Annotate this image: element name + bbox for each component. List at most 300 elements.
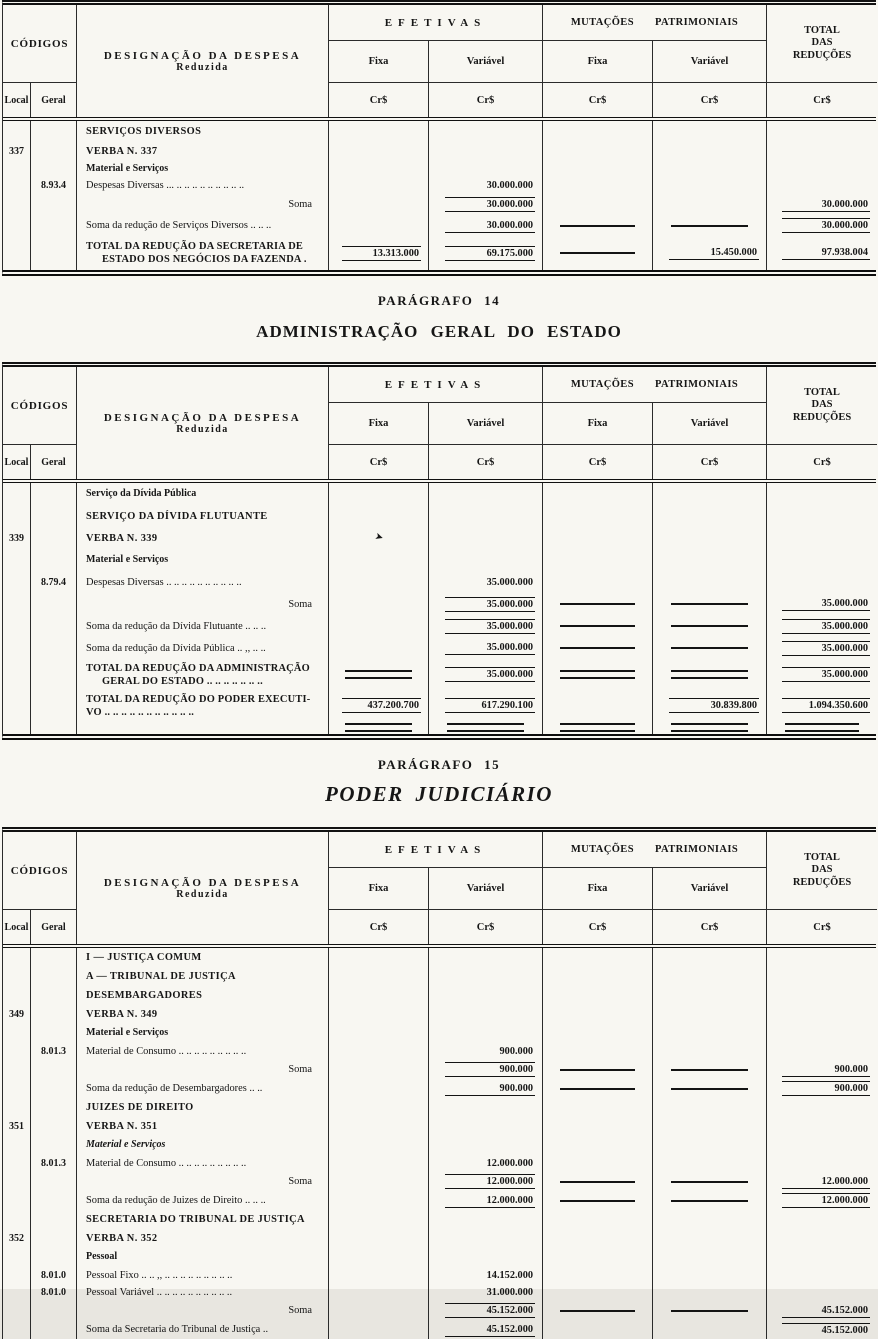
efetivas-variavel-cell [429,483,543,505]
efetivas-variavel-cell [429,986,543,1005]
description-cell [77,194,329,215]
geral-code: 8.01.0 [41,1287,66,1298]
mutacoes-group-header [543,367,767,403]
description-text: ESTADO DOS NEGÓCIOS DA FAZENDA . [102,254,307,265]
local-code-cell [3,615,31,637]
table-row [3,1136,876,1155]
efetivas-variavel-cell [429,571,543,593]
reduction-table-poder-judiciario [2,827,876,1339]
local-code-cell [3,1043,31,1060]
total-reducoes-cell [767,177,877,194]
local-code: 339 [9,532,24,544]
description-text: JUIZES DE DIREITO [86,1102,194,1113]
mutacoes-group-header [543,5,767,41]
geral-code-cell [31,571,77,593]
amount: 35.000.000 [782,619,870,634]
description-cell [77,1229,329,1248]
currency-label: Cr$ [329,910,429,944]
currency-label: Cr$ [653,445,767,479]
local-code-cell [3,121,31,141]
table-row [3,637,876,659]
description-text: VERBA N. 339 [86,532,158,544]
description-cell [77,615,329,637]
geral-code: 8.01.3 [41,1046,66,1057]
description-cell [77,1117,329,1136]
mutacoes-fixa-cell [543,1284,653,1301]
geral-label: Geral [41,456,66,468]
amount: 900.000 [782,1081,870,1096]
table-row [3,1191,876,1210]
efetivas-variavel-cell [429,549,543,571]
description-text: Soma da redução de Serviços Diversos .. .. .. [86,220,272,231]
table-row [3,615,876,637]
section-title-poder-judiciario: PODER JUDICIÁRIO [325,782,553,806]
sum-rule [671,1088,748,1090]
sum-rule [560,603,634,605]
local-code-cell [3,1117,31,1136]
efetivas-variavel-cell [429,527,543,549]
mutacoes-fixa-cell [543,1098,653,1117]
sum-rule [560,1069,634,1071]
double-sum-rule [671,723,748,732]
mutacoes-variavel-cell [653,1320,767,1339]
mutacoes-variavel-cell [653,659,767,690]
efetivas-fixa-cell [329,721,429,734]
local-code-cell [3,1079,31,1098]
description-cell [77,1079,329,1098]
table-row [3,593,876,615]
total-reducoes-cell [767,161,877,177]
efetivas-fixa-cell [329,637,429,659]
table-row [3,948,876,967]
description-text: Soma [288,598,312,610]
geral-column-header [31,445,77,479]
table-row [3,215,876,236]
currency-label: Cr$ [429,445,543,479]
total-reducoes-cell [767,1117,877,1136]
description-text: I — JUSTIÇA COMUM [86,952,202,963]
description-cell [77,1267,329,1284]
table-body [3,121,876,270]
currency-label: Cr$ [653,910,767,944]
table-row [3,721,876,734]
amount: 30.000.000 [445,219,535,233]
efetivas-fixa-cell [329,690,429,721]
mutacoes-variavel-cell [653,571,767,593]
sum-rule [560,252,634,254]
double-sum-rule [560,723,634,732]
geral-code-cell [31,194,77,215]
efetivas-variavel-cell [429,593,543,615]
description-cell [77,1172,329,1191]
mutacoes-label: MUTAÇÕES PATRIMONIAIS [570,379,739,390]
amount: 45.152.000 [782,1304,870,1318]
amount: 35.000.000 [445,597,535,612]
reduzida-label: Reduzida [176,888,229,900]
geral-code: 8.01.0 [41,1270,66,1281]
table-row [3,986,876,1005]
currency-label: Cr$ [543,83,653,117]
local-code-cell [3,1301,31,1320]
mutacoes-fixa-cell [543,967,653,986]
description-text: SERVIÇOS DIVERSOS [86,125,202,137]
amount: 35.000.000 [445,619,535,634]
mutacoes-variavel-cell [653,194,767,215]
efetivas-fixa-header: Fixa [329,868,429,910]
mutacoes-fixa-cell [543,1136,653,1155]
mutacoes-variavel-cell [653,161,767,177]
amount: 617.290.100 [445,698,535,713]
currency-label: Cr$ [813,456,831,468]
mutacoes-fixa-cell [543,1024,653,1043]
efetivas-fixa-cell [329,1098,429,1117]
total-reducoes-cell [767,593,877,615]
local-code-cell [3,948,31,967]
efetivas-fixa-cell [329,571,429,593]
table-row [3,1172,876,1191]
local-column-header [3,910,31,944]
mutacoes-fixa-cell [543,1301,653,1320]
amount: 31.000.000 [486,1287,533,1298]
currency-label: Cr$ [429,910,543,944]
mutacoes-fixa-cell [543,483,653,505]
local-code: 351 [9,1121,24,1132]
mutacoes-fixa-cell [543,637,653,659]
mutacoes-label: MUTAÇÕES PATRIMONIAIS [570,17,739,28]
efetivas-variavel-cell [429,1229,543,1248]
geral-code-cell [31,1210,77,1229]
total-reducoes-cell [767,1248,877,1267]
efetivas-variavel-cell [429,505,543,527]
sum-rule [671,603,748,605]
geral-code-cell [31,593,77,615]
local-code-cell [3,215,31,236]
efetivas-variavel-cell [429,194,543,215]
reduction-table-administracao-geral [2,362,876,740]
description-cell [77,161,329,177]
efetivas-variavel-cell [429,1210,543,1229]
currency-label: Cr$ [543,910,653,944]
table-row [3,121,876,141]
amount: 13.313.000 [342,246,421,261]
amount: 437.200.700 [342,698,421,713]
efetivas-variavel-cell [429,1301,543,1320]
table-row [3,527,876,549]
efetivas-fixa-cell [329,1191,429,1210]
mutacoes-fixa-cell [543,177,653,194]
amount: 35.000.000 [486,576,533,588]
mutacoes-variavel-cell [653,177,767,194]
codigos-label: CÓDIGOS [10,864,69,877]
efetivas-variavel-cell [429,236,543,270]
description-text: Pessoal [86,1251,118,1263]
description-text: VO .. .. .. .. .. .. .. .. .. .. .. [86,706,195,718]
mutacoes-fixa-cell [543,721,653,734]
table-row [3,505,876,527]
total-reducoes-cell [767,236,877,270]
description-cell [77,1098,329,1117]
local-code-cell [3,1229,31,1248]
efetivas-variavel-cell [429,121,543,141]
table-row [3,236,876,270]
amount: 12.000.000 [445,1194,535,1208]
sum-rule [671,1181,748,1183]
description-cell [77,1155,329,1172]
mutacoes-fixa-cell [543,986,653,1005]
description-text: Serviço da Dívida Pública [86,487,197,499]
currency-label: Cr$ [329,83,429,117]
amount: 12.000.000 [486,1158,533,1169]
description-cell [77,527,329,549]
codigos-label: CÓDIGOS [10,399,69,412]
mutacoes-fixa-cell [543,659,653,690]
description-text: Material e Serviços [86,553,169,565]
efetivas-variavel-cell [429,1172,543,1191]
geral-code: 8.01.3 [41,1158,66,1169]
efetivas-variavel-cell [429,1060,543,1079]
table-row [3,1155,876,1172]
mutacoes-variavel-cell [653,1267,767,1284]
sum-rule [560,1181,634,1183]
description-text: Soma da redução de Juizes de Direito .. .. .. [86,1195,266,1206]
mutacoes-variavel-cell [653,948,767,967]
geral-code-cell [31,659,77,690]
mutacoes-variavel-cell [653,690,767,721]
description-text: Soma [288,1305,312,1316]
description-cell [77,690,329,721]
local-code-cell [3,1155,31,1172]
table-body [3,483,876,734]
mutacoes-fixa-cell [543,1172,653,1191]
efetivas-variavel-cell [429,1043,543,1060]
description-text: TOTAL DA REDUÇÃO DA SECRETARIA DE [86,241,304,252]
total-reducoes-cell [767,637,877,659]
mutacoes-variavel-cell [653,1098,767,1117]
description-cell [77,1210,329,1229]
efetivas-variavel-cell [429,948,543,967]
efetivas-variavel-header: Variável [429,868,543,910]
description-cell [77,141,329,161]
total-reducoes-cell [767,1136,877,1155]
mutacoes-variavel-cell [653,986,767,1005]
mutacoes-variavel-cell [653,1191,767,1210]
total-reducoes-cell [767,215,877,236]
amount: 12.000.000 [782,1175,870,1189]
description-cell [77,1024,329,1043]
description-cell [77,1005,329,1024]
efetivas-variavel-header: Variável [429,41,543,83]
sum-rule [560,225,634,227]
amount: 30.000.000 [782,218,870,233]
currency-label: Cr$ [429,83,543,117]
currency-label: Cr$ [813,921,831,933]
geral-code-cell [31,690,77,721]
amount: 1.094.350.600 [782,698,870,713]
mutacoes-fixa-header: Fixa [543,868,653,910]
description-cell [77,1060,329,1079]
sum-rule [671,625,748,627]
local-column-header [3,83,31,117]
description-text: Material e Serviços [86,162,169,174]
efetivas-variavel-cell [429,1098,543,1117]
mutacoes-fixa-cell [543,121,653,141]
description-text: Despesas Diversas ... .. .. .. .. .. .. .. .. .. [86,180,245,191]
mutacoes-fixa-cell [543,690,653,721]
amount: 900.000 [445,1062,535,1077]
local-code-cell [3,593,31,615]
efetivas-variavel-cell [429,659,543,690]
description-cell [77,571,329,593]
geral-column-header [31,910,77,944]
description-cell [77,986,329,1005]
geral-code-cell [31,1320,77,1339]
mutacoes-variavel-cell [653,967,767,986]
table-row [3,1248,876,1267]
mutacoes-label: MUTAÇÕES PATRIMONIAIS [570,844,739,855]
paragrafo-15-heading [0,757,878,807]
description-cell [77,637,329,659]
sum-rule [671,647,748,649]
double-sum-rule [671,670,748,679]
local-code-cell [3,141,31,161]
table-header [3,5,876,121]
efetivas-fixa-cell [329,141,429,161]
efetivas-variavel-cell [429,1320,543,1339]
total-reducoes-cell [767,1079,877,1098]
currency-label: Cr$ [329,445,429,479]
local-code-cell [3,659,31,690]
mutacoes-fixa-cell [543,1210,653,1229]
total-reducoes-label: TOTAL DAS REDUÇÕES [792,25,852,61]
mutacoes-variavel-cell [653,721,767,734]
local-code-cell [3,721,31,734]
codigos-header [3,367,77,445]
amount: 69.175.000 [445,246,535,261]
total-reducoes-header [767,832,877,910]
total-reducoes-cell [767,1043,877,1060]
table-row [3,1024,876,1043]
efetivas-fixa-cell [329,527,429,549]
mutacoes-fixa-cell [543,1043,653,1060]
description-text: VERBA N. 352 [86,1233,158,1244]
mutacoes-variavel-header: Variável [653,868,767,910]
total-reducoes-cell [767,1155,877,1172]
amount: 35.000.000 [445,667,535,682]
total-reducoes-cell [767,659,877,690]
efetivas-fixa-cell [329,1005,429,1024]
amount: 30.000.000 [445,197,535,212]
local-code: 349 [9,1009,24,1020]
reduction-table-fazenda [2,0,876,276]
efetivas-fixa-cell [329,1060,429,1079]
efetivas-fixa-cell [329,1043,429,1060]
description-text: VERBA N. 337 [86,145,158,157]
mutacoes-variavel-header: Variável [653,41,767,83]
total-reducoes-cell [767,1005,877,1024]
local-code-cell [3,1248,31,1267]
local-code-cell [3,527,31,549]
mutacoes-variavel-cell [653,1079,767,1098]
description-cell [77,1136,329,1155]
efetivas-fixa-cell [329,1229,429,1248]
mutacoes-fixa-cell [543,1155,653,1172]
efetivas-fixa-cell [329,659,429,690]
local-label: Local [4,94,29,106]
table-row [3,483,876,505]
amount: 35.000.000 [782,597,870,611]
geral-code-cell [31,121,77,141]
total-reducoes-label: TOTAL DAS REDUÇÕES [792,852,852,888]
stray-pointer-mark: ➤ [372,530,385,544]
table-row [3,1005,876,1024]
mutacoes-fixa-cell [543,194,653,215]
geral-code-cell [31,1060,77,1079]
total-reducoes-cell [767,505,877,527]
mutacoes-fixa-cell [543,505,653,527]
mutacoes-variavel-cell [653,1210,767,1229]
mutacoes-variavel-cell [653,236,767,270]
efetivas-variavel-cell [429,1191,543,1210]
description-text: Material e Serviços [86,1139,166,1151]
description-cell [77,236,329,270]
double-sum-rule [785,723,860,732]
amount: 12.000.000 [445,1174,535,1189]
description-text: SERVIÇO DA DÍVIDA FLUTUANTE [86,510,268,522]
paragrafo-15-label: PARÁGRAFO 15 [377,757,501,772]
amount: 97.938.004 [782,246,870,260]
efetivas-variavel-cell [429,967,543,986]
sum-rule [671,1200,748,1202]
efetivas-fixa-cell [329,1079,429,1098]
local-code-cell [3,177,31,194]
table-body [3,948,876,1339]
efetivas-variavel-cell [429,690,543,721]
table-row [3,161,876,177]
double-sum-rule [447,723,524,732]
local-code: 352 [9,1233,24,1244]
mutacoes-fixa-cell [543,236,653,270]
table-row [3,1060,876,1079]
amount: 900.000 [782,1063,870,1077]
double-sum-rule [560,670,634,679]
total-reducoes-cell [767,1320,877,1339]
mutacoes-variavel-cell [653,1117,767,1136]
description-text: Soma da redução da Dívida Pública .. ,, .. .. [86,642,266,654]
efetivas-fixa-cell [329,177,429,194]
efetivas-variavel-cell [429,1136,543,1155]
designacao-header [77,5,329,117]
mutacoes-variavel-cell [653,1024,767,1043]
local-code-cell [3,967,31,986]
efetivas-variavel-cell [429,615,543,637]
total-reducoes-cell [767,527,877,549]
total-reducoes-cell [767,1191,877,1210]
total-reducoes-cell [767,1098,877,1117]
paragrafo-14-label: PARÁGRAFO 14 [377,293,501,308]
description-text: VERBA N. 351 [86,1121,158,1132]
description-text: Soma da Secretaria do Tribunal de Justiça .. [86,1324,269,1335]
total-reducoes-cell [767,967,877,986]
geral-code-cell [31,1155,77,1172]
sum-rule [560,1310,634,1312]
local-code-cell [3,1172,31,1191]
geral-code-cell [31,483,77,505]
efetivas-group-header [329,832,543,868]
table-row [3,549,876,571]
mutacoes-group-header [543,832,767,868]
mutacoes-variavel-cell [653,593,767,615]
local-code-cell [3,1191,31,1210]
